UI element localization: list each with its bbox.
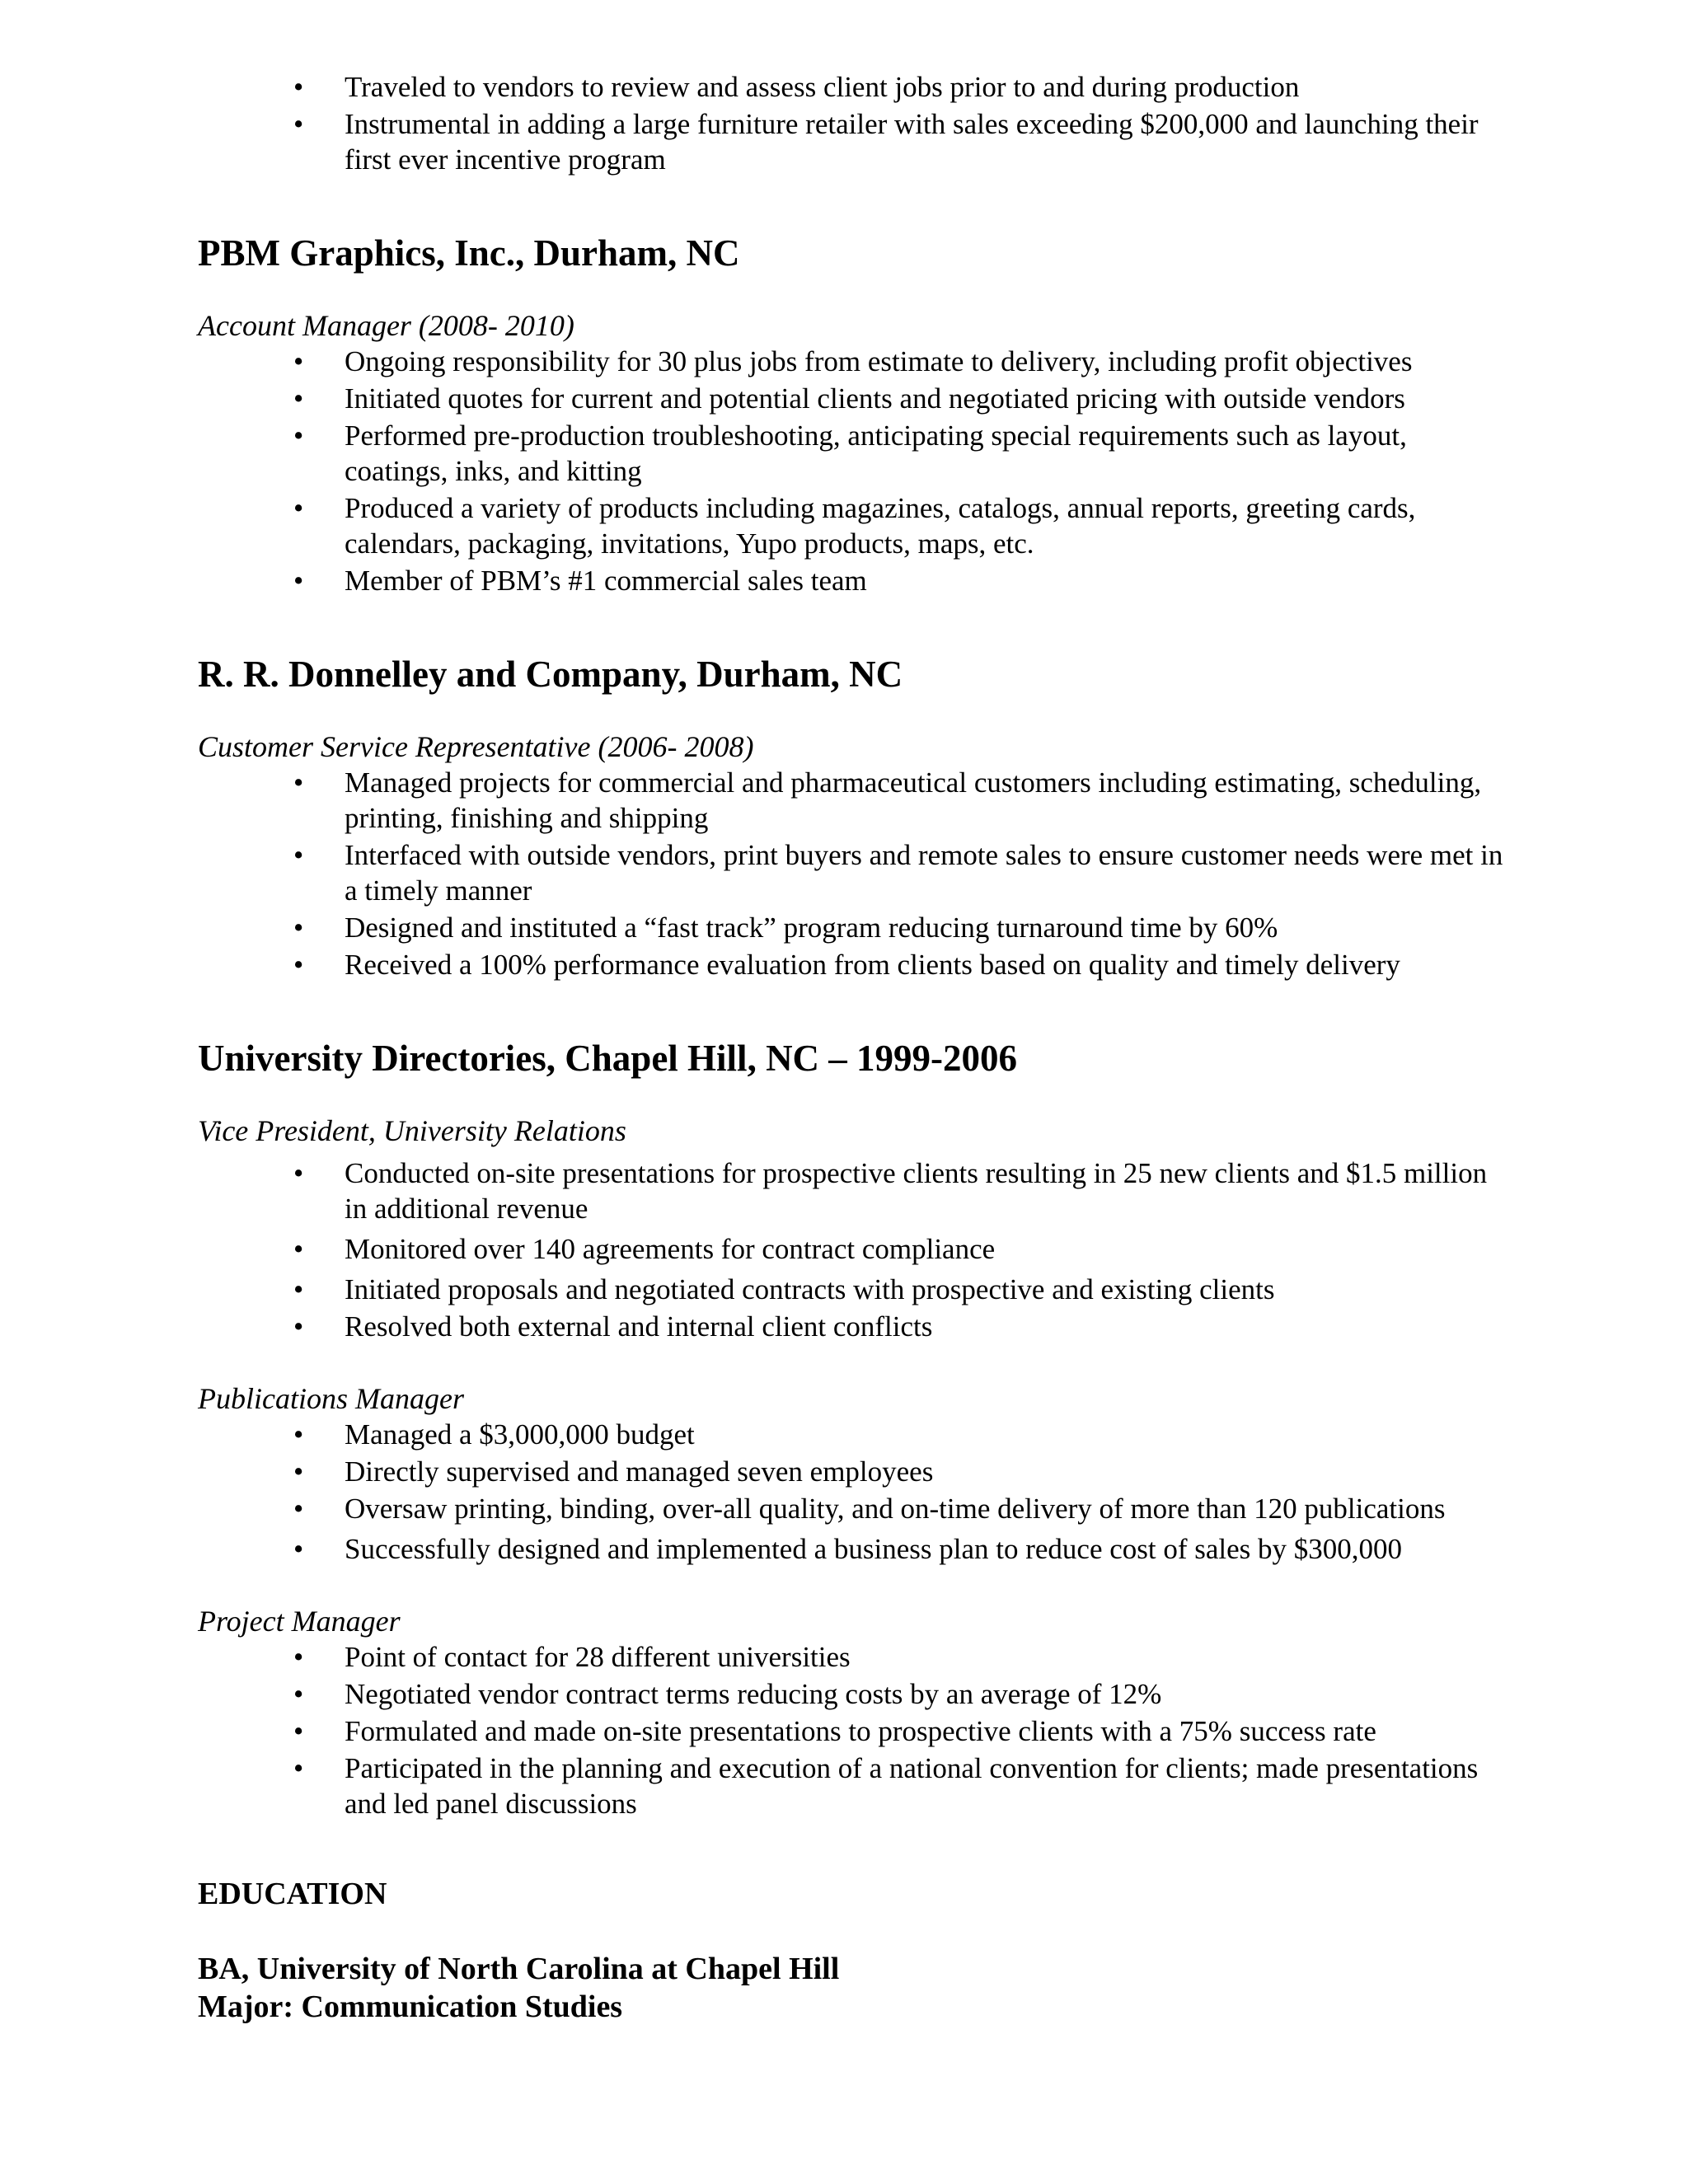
bullet-list xyxy=(198,1155,1508,1344)
company-heading: PBM Graphics, Inc., Durham, NC xyxy=(198,232,740,274)
job-university-directories xyxy=(198,1035,1508,1821)
list-item: • Point of contact for 28 different universities xyxy=(198,1639,1508,1675)
list-item: • Directly supervised and managed seven employees xyxy=(198,1454,1508,1489)
list-item: • Conducted on-site presentations for prospective clients resulting in 25 new clients and $1.5 million in additional revenue xyxy=(198,1155,1508,1226)
list-item: • Negotiated vendor contract terms reducing costs by an average of 12% xyxy=(198,1676,1508,1712)
list-item: • Formulated and made on-site presentations to prospective clients with a 75% success rate xyxy=(198,1713,1508,1749)
list-item: • Resolved both external and internal client conflicts xyxy=(198,1309,1508,1344)
job-rr-donnelley xyxy=(198,651,1508,982)
education-major: Major: Communication Studies xyxy=(198,1990,623,2024)
list-item: • Initiated quotes for current and potential clients and negotiated pricing with outside vendors xyxy=(198,381,1508,416)
list-item: • Received a 100% performance evaluation from clients based on quality and timely delivery xyxy=(198,947,1508,982)
job-role: Publications Manager xyxy=(198,1382,464,1415)
bullet-list xyxy=(198,1417,1508,1567)
list-item: • Participated in the planning and execution of a national convention for clients; made presentations and led panel discussions xyxy=(198,1750,1508,1821)
list-item: • Ongoing responsibility for 30 plus jobs from estimate to delivery, including profit objectives xyxy=(198,344,1508,379)
list-item: • Interfaced with outside vendors, print buyers and remote sales to ensure customer needs were met in a timely manner xyxy=(198,837,1508,908)
education-degree: BA, University of North Carolina at Chapel Hill xyxy=(198,1952,840,1986)
bullet-list xyxy=(198,1639,1508,1821)
list-item: • Designed and instituted a “fast track” program reducing turnaround time by 60% xyxy=(198,910,1508,945)
list-item: • Managed a $3,000,000 budget xyxy=(198,1417,1508,1452)
job-role: Project Manager xyxy=(198,1605,401,1638)
company-heading: University Directories, Chapel Hill, NC – 1999-2006 xyxy=(198,1038,1018,1079)
list-item: • Instrumental in adding a large furniture retailer with sales exceeding $200,000 and launching their first ever incentive program xyxy=(198,106,1508,177)
education-heading: EDUCATION xyxy=(198,1877,387,1911)
education-section xyxy=(198,1874,1508,2026)
list-item: • Performed pre-production troubleshooting, anticipating special requirements such as layout, coatings, inks, and kitting xyxy=(198,418,1508,489)
bullet-list xyxy=(198,344,1508,598)
list-item: • Monitored over 140 agreements for contract compliance xyxy=(198,1231,1508,1267)
job-role: Account Manager (2008- 2010) xyxy=(198,309,574,342)
list-item: • Oversaw printing, binding, over-all quality, and on-time delivery of more than 120 publications xyxy=(198,1491,1508,1526)
list-item: • Member of PBM’s #1 commercial sales team xyxy=(198,563,1508,598)
intro-bullet-list xyxy=(198,69,1508,177)
resume-page xyxy=(198,69,1508,2026)
job-role: Customer Service Representative (2006- 2008) xyxy=(198,730,754,763)
list-item: • Traveled to vendors to review and assess client jobs prior to and during production xyxy=(198,69,1508,105)
job-pbm-graphics xyxy=(198,230,1508,598)
job-role: Vice President, University Relations xyxy=(198,1114,626,1147)
list-item: • Successfully designed and implemented a business plan to reduce cost of sales by $300,000 xyxy=(198,1531,1508,1567)
company-heading: R. R. Donnelley and Company, Durham, NC xyxy=(198,654,903,695)
bullet-list xyxy=(198,765,1508,982)
list-item: • Managed projects for commercial and pharmaceutical customers including estimating, scheduling, printing, finishing and shipping xyxy=(198,765,1508,836)
list-item: • Produced a variety of products including magazines, catalogs, annual reports, greeting cards, calendars, packaging, invitations, Yupo products, maps, etc. xyxy=(198,490,1508,561)
list-item: • Initiated proposals and negotiated contracts with prospective and existing clients xyxy=(198,1272,1508,1307)
